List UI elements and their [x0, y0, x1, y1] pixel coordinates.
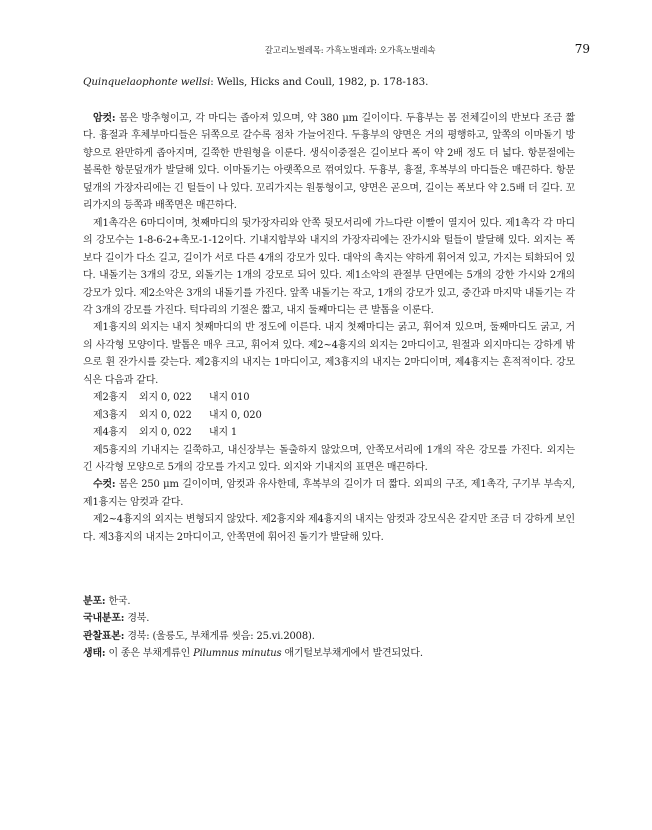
ecology-line	[83, 645, 575, 662]
domestic-distribution-line	[83, 610, 575, 627]
male-text-1: 몸은 250 μm 길이이며, 암컷과 유사한데, 후복부의 길이가 더 짧다. 외피의 구조, 제1촉각, 구기부 부속지, 제1흉지는 암컷과 같다.	[83, 479, 575, 508]
endopod-formula: 내지 0, 020	[209, 409, 262, 421]
ecology-text-post: 애기털보부채게에서 발견되었다.	[284, 648, 423, 660]
male-label: 수컷:	[93, 479, 116, 491]
setal-formula-table	[83, 389, 575, 441]
species-citation	[83, 76, 583, 88]
exopod-formula: 외지 0, 022	[139, 409, 192, 421]
setal-formula-row	[83, 424, 575, 441]
leg-name: 제2흉지	[93, 392, 128, 404]
male-paragraph-2: 제2~4흉지의 외지는 변형되지 않았다. 제2흉지와 제4흉지의 내지는 암컷과 강모식은 같지만 조금 더 강하게 보인다. 제3흉지의 내지는 2마디이고, 안쪽면에 휘어진 돌기가 발달해 있다.	[83, 514, 575, 543]
domestic-distribution-label: 국내분포:	[83, 613, 125, 625]
leg-name: 제4흉지	[93, 427, 128, 439]
exopod-formula: 외지 0, 022	[139, 427, 192, 439]
female-paragraph-4: 제5흉지의 기내지는 길쭉하고, 내신장부는 돌출하지 않았으며, 안쪽모서리에 1개의 작은 강모를 가진다. 외지는 긴 사각형 모양으로 5개의 강모를 가지고 있다. 외지와 기내지의 표면은 매끈하다.	[83, 444, 575, 474]
species-name: Quinquelaophonte wellsi	[83, 76, 211, 88]
host-species-name: Pilumnus minutus	[193, 648, 282, 660]
running-head	[0, 44, 652, 58]
material-label: 관찰표본:	[83, 630, 125, 642]
material-value: 경북: (울릉도, 부채게류 씻음: 25.vi.2008).	[127, 630, 315, 642]
ecology-label: 생태:	[83, 648, 106, 660]
female-paragraph-3: 제1흉지의 외지는 내지 첫째마디의 반 정도에 이른다. 내지 첫째마디는 굵고, 휘어져 있으며, 둘째마디도 굵고, 거의 사각형 모양이다. 발톱은 매우 크고, 휘어져 있다. 제2~4흉지의 외지는 2마디이고, 원절과 외지마디는 강하게 밖으로 휜 잔가시를 갖는다. 제2흉지의 내지는 1마디이고, 제3흉지의 내지는 2마디이며, 제4흉지는 흔적적이다. 강모식은 다음과 같다.	[83, 322, 575, 386]
page-number: 79	[574, 42, 590, 56]
distribution-section	[83, 593, 575, 663]
domestic-distribution-value: 경북.	[127, 613, 150, 625]
distribution-line	[83, 593, 575, 610]
setal-formula-row	[83, 389, 575, 406]
species-reference: : Wells, Hicks and Coull, 1982, p. 178-183.	[210, 76, 429, 88]
female-paragraph-2: 제1촉각은 6마디이며, 첫째마디의 뒷가장자리와 안쪽 뒷모서리에 가느다란 이빨이 열지어 있다. 제1촉각 각 마디의 강모수는 1-8-6-2+촉모-1-12이다. 기내지합부와 내지의 가장자리에는 잔가시와 털들이 발달해 있다. 외지는 폭보다 길이가 다소 길고, 길이가 서로 다른 4개의 강모가 있다. 대악의 촉지는 약하게 휘어져 있고, 가지는 퇴화되어 있다. 내돌기는 3개의 강모, 외돌기는 1개의 강모로 되어 있다. 제1소악의 관절부 단면에는 5개의 강한 가시와 2개의 강모가 있다. 제2소악은 3개의 내돌기를 가진다. 앞쪽 내돌기는 작고, 1개의 강모가 있고, 중간과 마지막 내돌기는 각각 3개의 강모를 가진다. 턱다리의 기절은 짧고, 내지 둘째마디는 큰 발톱을 이룬다.	[83, 217, 575, 316]
setal-formula-row	[83, 407, 575, 424]
female-label: 암컷:	[93, 113, 116, 124]
ecology-text-pre: 이 종은 부채게류인	[108, 648, 191, 660]
leg-name: 제3흉지	[93, 409, 128, 421]
material-line	[83, 628, 575, 645]
description-body	[83, 110, 575, 546]
female-text-1: 몸은 방추형이고, 각 마디는 좁아져 있으며, 약 380 μm 길이이다. 두흉부는 몸 전체길이의 반보다 조금 짧다. 흉절과 후체부마디들은 뒤쪽으로 갈수록 점차 가늘어진다. 두흉부의 양면은 거의 평행하고, 앞쪽의 이마돌기 방향으로 완만하게 좁아지며, 길쭉한 반원형을 이룬다. 생식이중절은 길이보다 폭이 약 2배 정도 더 넓다. 항문절에는 볼록한 항문덮개가 발달해 있다. 이마돌기는 아랫쪽으로 꺾여있다. 두흉부, 흉절, 후복부의 마디들은 매끈하다. 항문덮개의 가장자리에는 긴 털들이 나 있다. 꼬리가지는 원통형이고, 양면은 곧으며, 길이는 폭보다 약 2.5배 더 길다. 꼬리가지의 등쪽과 배쪽면은 매끈하다.	[83, 113, 575, 212]
endopod-formula: 내지 010	[209, 392, 250, 404]
male-paragraph-1	[83, 476, 575, 511]
exopod-formula: 외지 0, 022	[139, 392, 192, 404]
running-title: 갈고리노벌레목: 가흑노벌레과: 오가흑노벌레속	[264, 46, 436, 56]
distribution-label: 분포:	[83, 596, 106, 607]
female-paragraph-1	[83, 110, 575, 215]
distribution-value: 한국.	[108, 596, 131, 607]
endopod-formula: 내지 1	[209, 427, 238, 439]
